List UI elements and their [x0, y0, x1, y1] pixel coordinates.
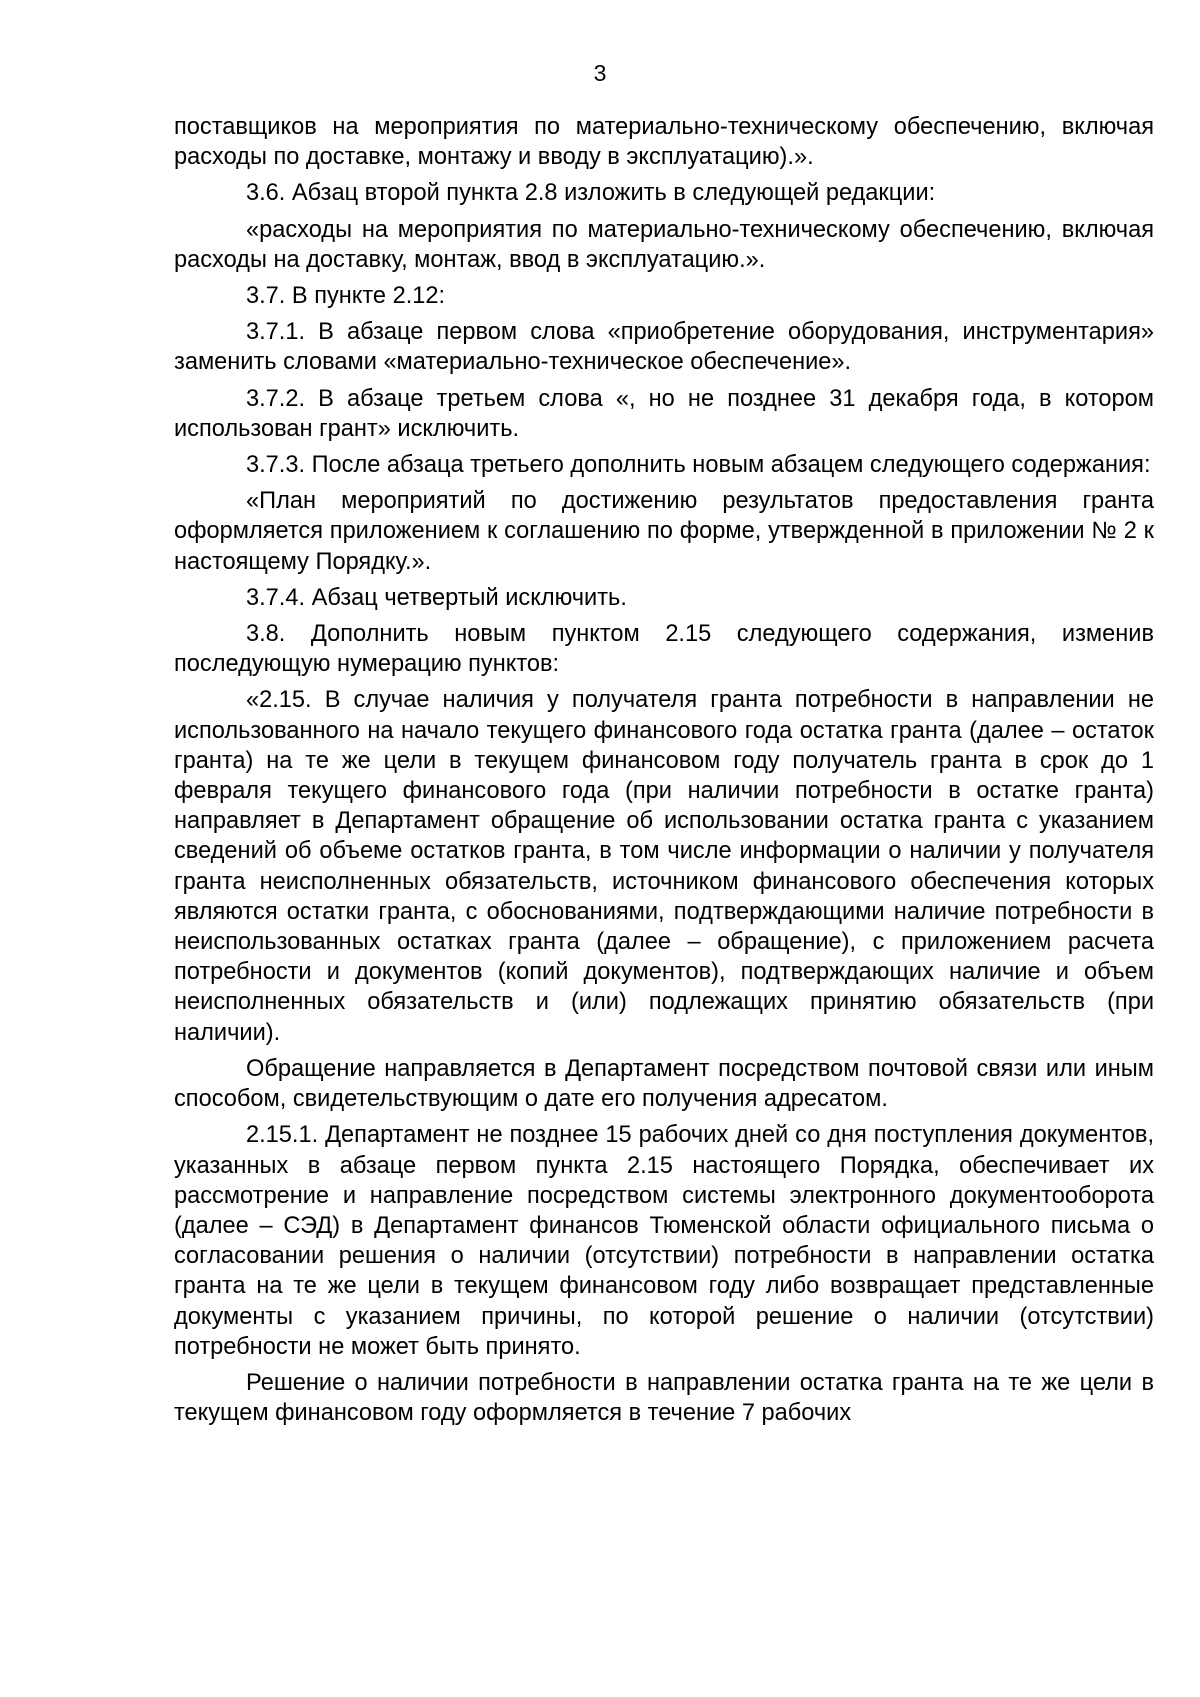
paragraph-item-3-8: 3.8. Дополнить новым пунктом 2.15 следующего содержания, изменив последующую нумерацию пунктов: [174, 621, 1154, 678]
page-number: 3 [593, 60, 607, 86]
paragraph-item-3-7-3: 3.7.3. После абзаца третьего дополнить новым абзацем следующего содержания: [246, 452, 1151, 479]
document-body [174, 112, 1154, 1434]
paragraph-decision: Решение о наличии потребности в направлении остатка гранта на те же цели в текущем финансовом году оформляется в течение 7 рабочих [174, 1369, 1154, 1427]
paragraph-item-3-6: 3.6. Абзац второй пункта 2.8 изложить в следующей редакции: [246, 180, 936, 207]
paragraph-quote-2-15: «2.15. В случае наличия у получателя гранта потребности в направлении не использованного на начало текущего финансового года остатка гранта (далее – остаток гранта) на те же цели в текущем финансовом году получатель гранта в срок до 1 февраля текущего финансового года (при наличии потребности в остатке гранта) направляет в Департамент обращение об использовании остатка гранта с указанием сведений об объеме остатков гранта, в том числе информации о наличии у получателя гранта неисполненных обязательств, источником финансового обеспечения которых являются остатки гранта, с обоснованиями, подтверждающими наличие потребности в неиспользованных остатках гранта (далее – обращение), с приложением расчета потребности и документов (копий документов), подтверждающих наличие и объем неисполненных обязательств и (или) подлежащих принятию обязательств (при наличии). [174, 687, 1154, 1046]
paragraph-item-2-15-1: 2.15.1. Департамент не позднее 15 рабочих дней со дня поступления документов, указанных в абзаце первом пункта 2.15 настоящего Порядка, обеспечивает их рассмотрение и направление посредством системы электронного документооборота (далее – СЭД) в Департамент финансов Тюменской области официального письма о согласовании решения о наличии (отсутствии) потребности в направлении остатка гранта на те же цели в текущем финансовом году либо возвращает представленные документы с указанием причины, по которой решение о наличии (отсутствии) потребности не может быть принято. [174, 1122, 1154, 1360]
paragraph-appeal: Обращение направляется в Департамент посредством почтовой связи или иным способом, свидетельствующим о дате его получения адресатом. [174, 1055, 1154, 1113]
paragraph-item-3-7: 3.7. В пункте 2.12: [246, 283, 446, 310]
paragraph-continuation: поставщиков на мероприятия по материально-техническому обеспечению, включая расходы по доставке, монтажу и вводу в эксплуатацию).». [174, 114, 1154, 171]
paragraph-quote-2-8: «расходы на мероприятия по материально-техническому обеспечению, включая расходы на доставку, монтаж, ввод в эксплуатацию.». [174, 216, 1154, 273]
paragraph-item-3-7-2: 3.7.2. В абзаце третьем слова «, но не позднее 31 декабря года, в котором использован грант» исключить. [174, 385, 1154, 442]
paragraph-item-3-7-1: 3.7.1. В абзаце первом слова «приобретение оборудования, инструментария» заменить словами «материально-техническое обеспечение». [174, 319, 1154, 376]
paragraph-item-3-7-4: 3.7.4. Абзац четвертый исключить. [246, 584, 627, 611]
paragraph-quote-plan: «План мероприятий по достижению результатов предоставления гранта оформляется приложением к соглашению по форме, утвержденной в приложении № 2 к настоящему Порядку.». [174, 488, 1154, 575]
